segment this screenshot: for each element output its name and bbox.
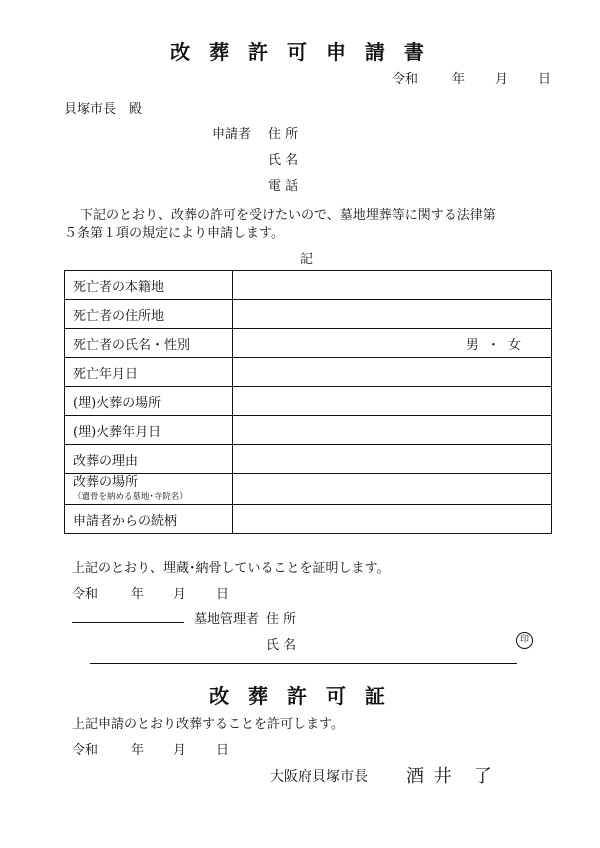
field-name-sex[interactable] — [233, 329, 552, 358]
date-month: 月 — [173, 743, 187, 758]
row-label-reason: 改葬の理由 — [65, 445, 233, 474]
date-era: 令和 — [72, 587, 99, 602]
seal-mark: 印 — [516, 632, 533, 649]
date-era: 令和 — [392, 72, 419, 87]
issuer: 大阪府貝塚市長 — [270, 769, 368, 785]
application-title: 改 葬 許 可 申 請 書 — [170, 40, 430, 64]
certification-text: 上記のとおり、埋蔵･納骨していることを証明します。 — [72, 561, 390, 576]
applicant-address-label: 住 所 — [268, 127, 299, 142]
statement-line-2: ５条第１項の規定により申請します。 — [64, 226, 284, 241]
sex-options[interactable]: 男 ・ 女 — [465, 337, 523, 353]
table-row — [65, 474, 552, 505]
row-label-cremation-date: (埋)火葬年月日 — [65, 416, 233, 445]
field-relationship[interactable] — [233, 505, 552, 534]
field-cremation-date[interactable] — [233, 416, 552, 445]
table-row — [65, 416, 552, 445]
field-reason[interactable] — [233, 445, 552, 474]
field-honseki[interactable] — [233, 271, 552, 300]
date-month: 月 — [173, 587, 187, 602]
table-row — [65, 329, 552, 358]
date-month: 月 — [495, 72, 509, 87]
date-day: 日 — [216, 587, 230, 602]
row-label-relationship: 申請者からの続柄 — [65, 505, 233, 534]
row-label-address: 死亡者の住所地 — [65, 300, 233, 329]
application-form-table — [64, 270, 552, 534]
table-row — [65, 505, 552, 534]
field-death-date[interactable] — [233, 358, 552, 387]
mayor-name: 酒 井 了 — [406, 766, 494, 787]
addressee: 貝塚市長 殿 — [64, 102, 143, 117]
row-label-honseki: 死亡者の本籍地 — [65, 271, 233, 300]
date-day: 日 — [538, 72, 552, 87]
date-day: 日 — [216, 743, 230, 758]
date-year: 年 — [131, 587, 145, 602]
date-year: 年 — [452, 72, 466, 87]
applicant-phone-label: 電 話 — [268, 179, 299, 194]
table-row — [65, 445, 552, 474]
row-label-name-sex: 死亡者の氏名・性別 — [65, 329, 233, 358]
permit-title: 改 葬 許 可 証 — [209, 684, 391, 708]
table-row — [65, 387, 552, 416]
row-label-death-date: 死亡年月日 — [65, 358, 233, 387]
manager-name-line — [72, 622, 184, 623]
table-row — [65, 271, 552, 300]
row-label-reburial-place — [65, 474, 233, 505]
applicant-label: 申請者 — [212, 127, 252, 142]
permit-text: 上記申請のとおり改葬することを許可します。 — [72, 717, 344, 732]
manager-address-label: 住 所 — [266, 612, 297, 627]
table-row — [65, 300, 552, 329]
statement-line-1: 下記のとおり、改葬の許可を受けたいので、墓地埋葬等に関する法律第 — [80, 208, 496, 223]
date-era: 令和 — [72, 743, 99, 758]
row-label-cremation-place: (埋)火葬の場所 — [65, 387, 233, 416]
field-cremation-place[interactable] — [233, 387, 552, 416]
table-row — [65, 358, 552, 387]
field-reburial-place[interactable] — [233, 474, 552, 505]
manager-name-label: 氏 名 — [266, 638, 297, 653]
ki-label: 記 — [300, 252, 314, 267]
field-address[interactable] — [233, 300, 552, 329]
reburial-place-label: 改葬の場所 — [73, 475, 139, 490]
reburial-place-sublabel: （遺骨を納める墓地･寺院名） — [73, 492, 188, 502]
applicant-name-label: 氏 名 — [268, 153, 299, 168]
separator-line — [90, 663, 517, 664]
manager-label: 墓地管理者 — [194, 612, 260, 627]
date-year: 年 — [131, 743, 145, 758]
